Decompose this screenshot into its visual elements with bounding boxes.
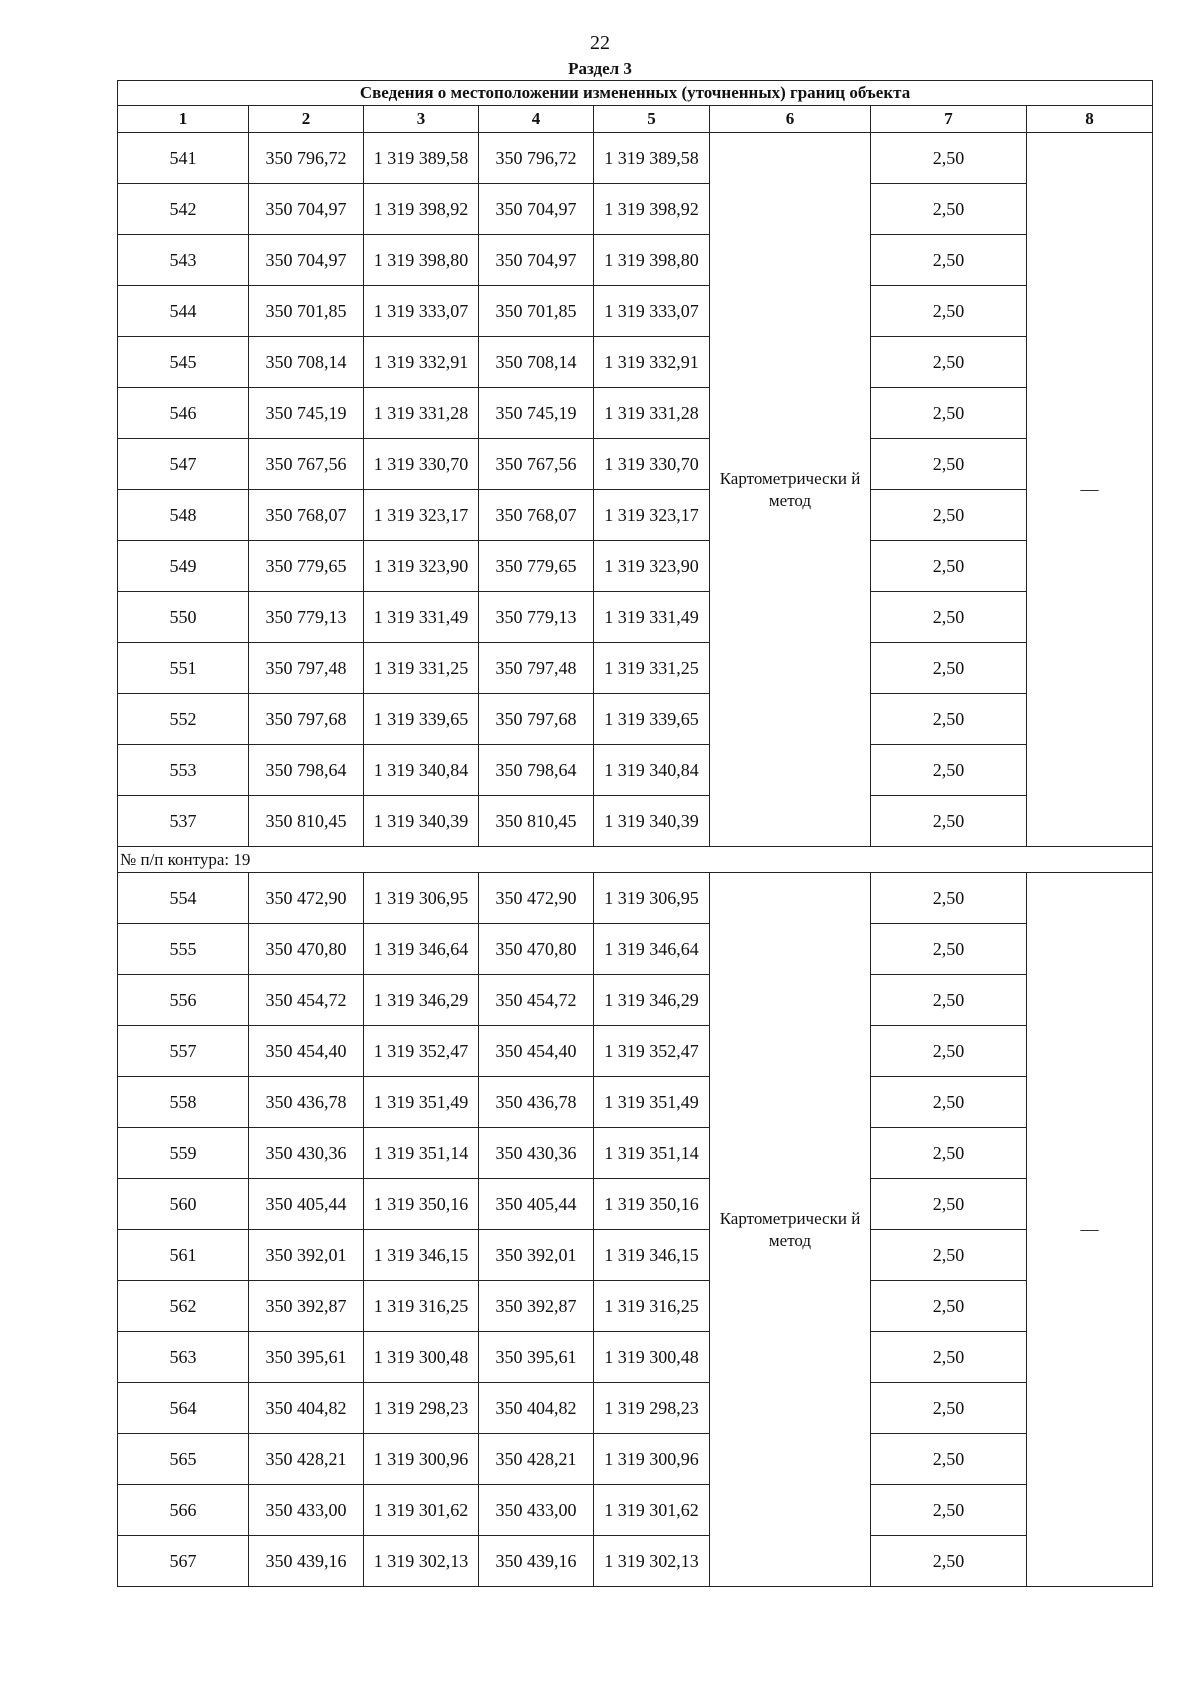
y-coordinate-new-cell: 1 319 306,95 bbox=[594, 873, 710, 924]
y-coordinate-cell: 1 319 351,14 bbox=[364, 1128, 479, 1179]
point-number-cell: 557 bbox=[118, 1026, 249, 1077]
point-number-cell: 561 bbox=[118, 1230, 249, 1281]
x-coordinate-cell: 350 745,19 bbox=[249, 388, 364, 439]
point-number-cell: 562 bbox=[118, 1281, 249, 1332]
y-coordinate-cell: 1 319 323,17 bbox=[364, 490, 479, 541]
x-coordinate-new-cell: 350 405,44 bbox=[479, 1179, 594, 1230]
accuracy-cell: 2,50 bbox=[871, 388, 1027, 439]
y-coordinate-cell: 1 319 398,92 bbox=[364, 184, 479, 235]
y-coordinate-new-cell: 1 319 301,62 bbox=[594, 1485, 710, 1536]
x-coordinate-new-cell: 350 392,01 bbox=[479, 1230, 594, 1281]
point-number-cell: 567 bbox=[118, 1536, 249, 1587]
y-coordinate-new-cell: 1 319 331,28 bbox=[594, 388, 710, 439]
point-number-cell: 552 bbox=[118, 694, 249, 745]
accuracy-cell: 2,50 bbox=[871, 1332, 1027, 1383]
method-cell: Картометрически й метод bbox=[710, 133, 871, 847]
accuracy-cell: 2,50 bbox=[871, 1179, 1027, 1230]
y-coordinate-cell: 1 319 332,91 bbox=[364, 337, 479, 388]
y-coordinate-cell: 1 319 351,49 bbox=[364, 1077, 479, 1128]
x-coordinate-cell: 350 701,85 bbox=[249, 286, 364, 337]
column-number: 2 bbox=[249, 106, 364, 133]
y-coordinate-new-cell: 1 319 346,64 bbox=[594, 924, 710, 975]
contour-label: № п/п контура: 19 bbox=[118, 847, 1153, 873]
y-coordinate-new-cell: 1 319 346,29 bbox=[594, 975, 710, 1026]
point-number-cell: 545 bbox=[118, 337, 249, 388]
x-coordinate-cell: 350 392,87 bbox=[249, 1281, 364, 1332]
x-coordinate-new-cell: 350 796,72 bbox=[479, 133, 594, 184]
y-coordinate-new-cell: 1 319 300,96 bbox=[594, 1434, 710, 1485]
point-number-cell: 547 bbox=[118, 439, 249, 490]
accuracy-cell: 2,50 bbox=[871, 975, 1027, 1026]
table-row bbox=[118, 796, 1153, 847]
y-coordinate-new-cell: 1 319 323,17 bbox=[594, 490, 710, 541]
point-number-cell: 542 bbox=[118, 184, 249, 235]
accuracy-cell: 2,50 bbox=[871, 1536, 1027, 1587]
accuracy-cell: 2,50 bbox=[871, 873, 1027, 924]
accuracy-cell: 2,50 bbox=[871, 286, 1027, 337]
y-coordinate-new-cell: 1 319 340,39 bbox=[594, 796, 710, 847]
point-number-cell: 546 bbox=[118, 388, 249, 439]
x-coordinate-cell: 350 472,90 bbox=[249, 873, 364, 924]
column-number: 7 bbox=[871, 106, 1027, 133]
table-row bbox=[118, 745, 1153, 796]
y-coordinate-cell: 1 319 340,84 bbox=[364, 745, 479, 796]
y-coordinate-cell: 1 319 300,96 bbox=[364, 1434, 479, 1485]
x-coordinate-cell: 350 779,65 bbox=[249, 541, 364, 592]
x-coordinate-cell: 350 768,07 bbox=[249, 490, 364, 541]
table-row bbox=[118, 924, 1153, 975]
accuracy-cell: 2,50 bbox=[871, 439, 1027, 490]
x-coordinate-cell: 350 810,45 bbox=[249, 796, 364, 847]
point-number-cell: 564 bbox=[118, 1383, 249, 1434]
x-coordinate-new-cell: 350 704,97 bbox=[479, 235, 594, 286]
x-coordinate-cell: 350 439,16 bbox=[249, 1536, 364, 1587]
x-coordinate-cell: 350 798,64 bbox=[249, 745, 364, 796]
accuracy-cell: 2,50 bbox=[871, 1383, 1027, 1434]
x-coordinate-cell: 350 454,72 bbox=[249, 975, 364, 1026]
x-coordinate-new-cell: 350 430,36 bbox=[479, 1128, 594, 1179]
x-coordinate-cell: 350 405,44 bbox=[249, 1179, 364, 1230]
accuracy-cell: 2,50 bbox=[871, 1230, 1027, 1281]
point-number-cell: 549 bbox=[118, 541, 249, 592]
table-row bbox=[118, 541, 1153, 592]
y-coordinate-cell: 1 319 323,90 bbox=[364, 541, 479, 592]
x-coordinate-cell: 350 704,97 bbox=[249, 184, 364, 235]
point-number-cell: 551 bbox=[118, 643, 249, 694]
table-body bbox=[118, 133, 1153, 1587]
point-number-cell: 556 bbox=[118, 975, 249, 1026]
x-coordinate-new-cell: 350 768,07 bbox=[479, 490, 594, 541]
column-number-row bbox=[118, 106, 1153, 133]
x-coordinate-new-cell: 350 439,16 bbox=[479, 1536, 594, 1587]
point-number-cell: 553 bbox=[118, 745, 249, 796]
dash-cell: — bbox=[1027, 873, 1153, 1587]
accuracy-cell: 2,50 bbox=[871, 235, 1027, 286]
table-row bbox=[118, 184, 1153, 235]
x-coordinate-cell: 350 470,80 bbox=[249, 924, 364, 975]
y-coordinate-cell: 1 319 306,95 bbox=[364, 873, 479, 924]
point-number-cell: 563 bbox=[118, 1332, 249, 1383]
x-coordinate-new-cell: 350 779,65 bbox=[479, 541, 594, 592]
x-coordinate-new-cell: 350 797,68 bbox=[479, 694, 594, 745]
table-row bbox=[118, 1434, 1153, 1485]
table-row bbox=[118, 1077, 1153, 1128]
table-row bbox=[118, 388, 1153, 439]
y-coordinate-new-cell: 1 319 351,49 bbox=[594, 1077, 710, 1128]
accuracy-cell: 2,50 bbox=[871, 1281, 1027, 1332]
y-coordinate-cell: 1 319 331,25 bbox=[364, 643, 479, 694]
y-coordinate-cell: 1 319 298,23 bbox=[364, 1383, 479, 1434]
accuracy-cell: 2,50 bbox=[871, 694, 1027, 745]
table-row bbox=[118, 490, 1153, 541]
table-caption: Сведения о местоположении измененных (уточненных) границ объекта bbox=[118, 81, 1153, 106]
table-row bbox=[118, 643, 1153, 694]
accuracy-cell: 2,50 bbox=[871, 490, 1027, 541]
column-number: 4 bbox=[479, 106, 594, 133]
y-coordinate-cell: 1 319 331,28 bbox=[364, 388, 479, 439]
point-number-cell: 544 bbox=[118, 286, 249, 337]
table-row bbox=[118, 1281, 1153, 1332]
x-coordinate-cell: 350 779,13 bbox=[249, 592, 364, 643]
point-number-cell: 555 bbox=[118, 924, 249, 975]
point-number-cell: 565 bbox=[118, 1434, 249, 1485]
accuracy-cell: 2,50 bbox=[871, 184, 1027, 235]
point-number-cell: 548 bbox=[118, 490, 249, 541]
x-coordinate-cell: 350 454,40 bbox=[249, 1026, 364, 1077]
boundary-coordinates-table bbox=[117, 80, 1153, 1587]
y-coordinate-new-cell: 1 319 333,07 bbox=[594, 286, 710, 337]
y-coordinate-cell: 1 319 339,65 bbox=[364, 694, 479, 745]
y-coordinate-cell: 1 319 316,25 bbox=[364, 1281, 479, 1332]
point-number-cell: 554 bbox=[118, 873, 249, 924]
y-coordinate-cell: 1 319 346,29 bbox=[364, 975, 479, 1026]
x-coordinate-new-cell: 350 472,90 bbox=[479, 873, 594, 924]
table-row bbox=[118, 592, 1153, 643]
table-row bbox=[118, 694, 1153, 745]
x-coordinate-cell: 350 404,82 bbox=[249, 1383, 364, 1434]
y-coordinate-new-cell: 1 319 398,92 bbox=[594, 184, 710, 235]
accuracy-cell: 2,50 bbox=[871, 1026, 1027, 1077]
y-coordinate-new-cell: 1 319 389,58 bbox=[594, 133, 710, 184]
x-coordinate-cell: 350 704,97 bbox=[249, 235, 364, 286]
table-row bbox=[118, 1383, 1153, 1434]
x-coordinate-cell: 350 797,68 bbox=[249, 694, 364, 745]
y-coordinate-new-cell: 1 319 350,16 bbox=[594, 1179, 710, 1230]
y-coordinate-new-cell: 1 319 300,48 bbox=[594, 1332, 710, 1383]
x-coordinate-cell: 350 797,48 bbox=[249, 643, 364, 694]
table-row bbox=[118, 439, 1153, 490]
x-coordinate-new-cell: 350 433,00 bbox=[479, 1485, 594, 1536]
accuracy-cell: 2,50 bbox=[871, 133, 1027, 184]
column-number: 3 bbox=[364, 106, 479, 133]
table-row bbox=[118, 1026, 1153, 1077]
y-coordinate-cell: 1 319 301,62 bbox=[364, 1485, 479, 1536]
x-coordinate-cell: 350 767,56 bbox=[249, 439, 364, 490]
accuracy-cell: 2,50 bbox=[871, 745, 1027, 796]
accuracy-cell: 2,50 bbox=[871, 337, 1027, 388]
y-coordinate-new-cell: 1 319 351,14 bbox=[594, 1128, 710, 1179]
x-coordinate-new-cell: 350 454,40 bbox=[479, 1026, 594, 1077]
accuracy-cell: 2,50 bbox=[871, 1077, 1027, 1128]
y-coordinate-new-cell: 1 319 302,13 bbox=[594, 1536, 710, 1587]
point-number-cell: 559 bbox=[118, 1128, 249, 1179]
point-number-cell: 558 bbox=[118, 1077, 249, 1128]
table-row bbox=[118, 1179, 1153, 1230]
point-number-cell: 541 bbox=[118, 133, 249, 184]
page-number: 22 bbox=[590, 32, 610, 54]
contour-label-row bbox=[118, 847, 1153, 873]
x-coordinate-new-cell: 350 767,56 bbox=[479, 439, 594, 490]
dash-cell: — bbox=[1027, 133, 1153, 847]
x-coordinate-new-cell: 350 404,82 bbox=[479, 1383, 594, 1434]
accuracy-cell: 2,50 bbox=[871, 796, 1027, 847]
x-coordinate-cell: 350 708,14 bbox=[249, 337, 364, 388]
table-row bbox=[118, 235, 1153, 286]
y-coordinate-new-cell: 1 319 331,25 bbox=[594, 643, 710, 694]
method-cell: Картометрически й метод bbox=[710, 873, 871, 1587]
table-row bbox=[118, 1230, 1153, 1281]
y-coordinate-new-cell: 1 319 346,15 bbox=[594, 1230, 710, 1281]
x-coordinate-cell: 350 433,00 bbox=[249, 1485, 364, 1536]
y-coordinate-new-cell: 1 319 323,90 bbox=[594, 541, 710, 592]
accuracy-cell: 2,50 bbox=[871, 643, 1027, 694]
point-number-cell: 566 bbox=[118, 1485, 249, 1536]
point-number-cell: 560 bbox=[118, 1179, 249, 1230]
x-coordinate-new-cell: 350 454,72 bbox=[479, 975, 594, 1026]
y-coordinate-new-cell: 1 319 330,70 bbox=[594, 439, 710, 490]
y-coordinate-cell: 1 319 389,58 bbox=[364, 133, 479, 184]
x-coordinate-cell: 350 430,36 bbox=[249, 1128, 364, 1179]
x-coordinate-new-cell: 350 779,13 bbox=[479, 592, 594, 643]
table-row bbox=[118, 133, 1153, 184]
x-coordinate-new-cell: 350 470,80 bbox=[479, 924, 594, 975]
x-coordinate-new-cell: 350 428,21 bbox=[479, 1434, 594, 1485]
column-number: 5 bbox=[594, 106, 710, 133]
y-coordinate-cell: 1 319 398,80 bbox=[364, 235, 479, 286]
x-coordinate-cell: 350 392,01 bbox=[249, 1230, 364, 1281]
accuracy-cell: 2,50 bbox=[871, 1485, 1027, 1536]
y-coordinate-cell: 1 319 330,70 bbox=[364, 439, 479, 490]
y-coordinate-cell: 1 319 346,64 bbox=[364, 924, 479, 975]
y-coordinate-new-cell: 1 319 298,23 bbox=[594, 1383, 710, 1434]
accuracy-cell: 2,50 bbox=[871, 592, 1027, 643]
table-row bbox=[118, 1536, 1153, 1587]
y-coordinate-new-cell: 1 319 352,47 bbox=[594, 1026, 710, 1077]
accuracy-cell: 2,50 bbox=[871, 1128, 1027, 1179]
table-row bbox=[118, 1332, 1153, 1383]
x-coordinate-cell: 350 436,78 bbox=[249, 1077, 364, 1128]
x-coordinate-cell: 350 428,21 bbox=[249, 1434, 364, 1485]
point-number-cell: 543 bbox=[118, 235, 249, 286]
x-coordinate-new-cell: 350 704,97 bbox=[479, 184, 594, 235]
y-coordinate-cell: 1 319 340,39 bbox=[364, 796, 479, 847]
point-number-cell: 537 bbox=[118, 796, 249, 847]
x-coordinate-new-cell: 350 701,85 bbox=[479, 286, 594, 337]
x-coordinate-new-cell: 350 708,14 bbox=[479, 337, 594, 388]
x-coordinate-new-cell: 350 797,48 bbox=[479, 643, 594, 694]
y-coordinate-new-cell: 1 319 331,49 bbox=[594, 592, 710, 643]
table-row bbox=[118, 975, 1153, 1026]
accuracy-cell: 2,50 bbox=[871, 924, 1027, 975]
y-coordinate-cell: 1 319 331,49 bbox=[364, 592, 479, 643]
y-coordinate-new-cell: 1 319 316,25 bbox=[594, 1281, 710, 1332]
x-coordinate-new-cell: 350 810,45 bbox=[479, 796, 594, 847]
table-row bbox=[118, 1485, 1153, 1536]
y-coordinate-cell: 1 319 346,15 bbox=[364, 1230, 479, 1281]
table-row bbox=[118, 286, 1153, 337]
column-number: 6 bbox=[710, 106, 871, 133]
y-coordinate-cell: 1 319 300,48 bbox=[364, 1332, 479, 1383]
x-coordinate-new-cell: 350 395,61 bbox=[479, 1332, 594, 1383]
table-row bbox=[118, 1128, 1153, 1179]
y-coordinate-cell: 1 319 350,16 bbox=[364, 1179, 479, 1230]
column-number: 8 bbox=[1027, 106, 1153, 133]
x-coordinate-new-cell: 350 798,64 bbox=[479, 745, 594, 796]
accuracy-cell: 2,50 bbox=[871, 1434, 1027, 1485]
x-coordinate-cell: 350 796,72 bbox=[249, 133, 364, 184]
x-coordinate-new-cell: 350 745,19 bbox=[479, 388, 594, 439]
section-title: Раздел 3 bbox=[568, 59, 632, 78]
x-coordinate-new-cell: 350 436,78 bbox=[479, 1077, 594, 1128]
y-coordinate-new-cell: 1 319 339,65 bbox=[594, 694, 710, 745]
y-coordinate-cell: 1 319 352,47 bbox=[364, 1026, 479, 1077]
y-coordinate-new-cell: 1 319 340,84 bbox=[594, 745, 710, 796]
y-coordinate-cell: 1 319 333,07 bbox=[364, 286, 479, 337]
y-coordinate-cell: 1 319 302,13 bbox=[364, 1536, 479, 1587]
accuracy-cell: 2,50 bbox=[871, 541, 1027, 592]
x-coordinate-cell: 350 395,61 bbox=[249, 1332, 364, 1383]
y-coordinate-new-cell: 1 319 398,80 bbox=[594, 235, 710, 286]
column-number: 1 bbox=[118, 106, 249, 133]
table-row bbox=[118, 873, 1153, 924]
y-coordinate-new-cell: 1 319 332,91 bbox=[594, 337, 710, 388]
table-row bbox=[118, 337, 1153, 388]
point-number-cell: 550 bbox=[118, 592, 249, 643]
x-coordinate-new-cell: 350 392,87 bbox=[479, 1281, 594, 1332]
